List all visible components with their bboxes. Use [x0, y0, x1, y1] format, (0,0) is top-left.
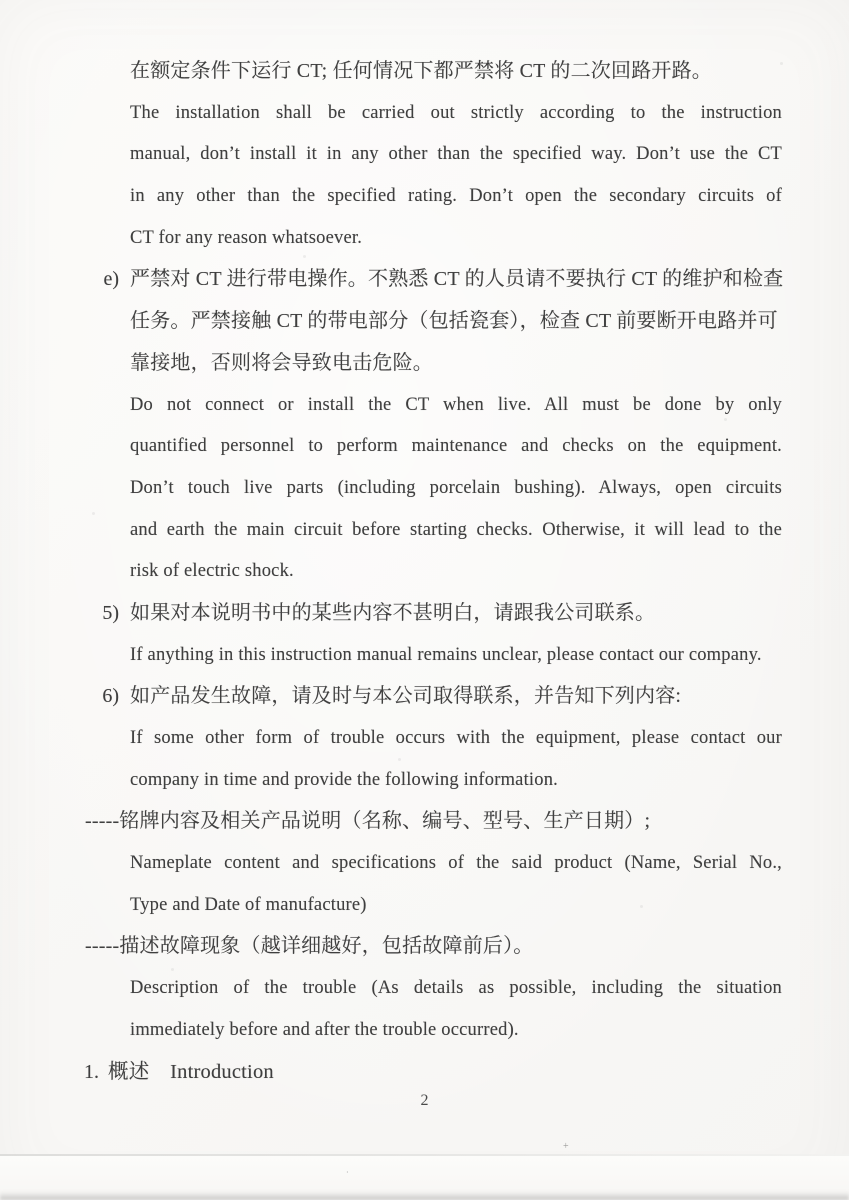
- block-lines: [130, 843, 782, 926]
- block-lines: [130, 635, 782, 677]
- scan-speck: ·: [346, 1168, 349, 1177]
- block-lines: [130, 593, 782, 635]
- list-label: 1.: [84, 1060, 99, 1083]
- paragraph: [130, 635, 782, 677]
- list-label: 6): [102, 685, 119, 708]
- paragraph: [130, 718, 782, 801]
- text-line: 严禁对 CT 进行带电操作。不熟悉 CT 的人员请不要执行 CT 的维护和检查: [130, 268, 784, 291]
- text-line: 如果对本说明书中的某些内容不甚明白，请跟我公司联系。: [130, 601, 656, 624]
- text-line: Type and Date of manufacture): [130, 894, 367, 915]
- block-lines: [130, 93, 782, 260]
- text-line: -----描述故障现象（越详细越好，包括故障前后）。: [85, 935, 534, 958]
- text-line: risk of electric shock.: [130, 561, 294, 582]
- paragraph: [103, 259, 784, 384]
- list-label: 5): [102, 601, 119, 624]
- block-lines: [130, 676, 782, 718]
- text-line: quantified personnel to perform maintenance and checks on the equipment.: [130, 436, 782, 457]
- block-lines: [130, 259, 782, 384]
- text-line: company in time and provide the following information.: [130, 769, 558, 790]
- block-lines: [108, 1052, 782, 1094]
- text-line: Do not connect or install the CT when live. All must be done by only: [130, 394, 782, 415]
- text-line: 在额定条件下运行 CT; 任何情况下都严禁将 CT 的二次回路开路。: [130, 60, 713, 82]
- text-line: manual, don’t install it in any other than the specified way. Don’t use the CT: [130, 144, 782, 165]
- paragraph: [85, 926, 782, 968]
- paragraph: [85, 801, 782, 843]
- text-line: and earth the main circuit before starting checks. Otherwise, it will lead to the: [130, 519, 782, 540]
- content: [84, 51, 784, 1093]
- block-lines: [85, 801, 782, 843]
- text-line: The installation shall be carried out strictly according to the instruction: [130, 102, 782, 123]
- text-line: If anything in this instruction manual remains unclear, please contact our company.: [130, 644, 762, 665]
- paragraph: [84, 1052, 782, 1094]
- scan-speck: +: [563, 1141, 569, 1152]
- text-line: Nameplate content and specifications of the said product (Name, Serial No.,: [130, 853, 782, 874]
- text-line: 如产品发生故障，请及时与本公司取得联系，并告知下列内容:: [130, 685, 682, 708]
- text-line: Don’t touch live parts (including porcelain bushing). Always, open circuits: [130, 477, 782, 498]
- page-number: 2: [420, 1092, 429, 1109]
- text-line: immediately before and after the trouble occurred).: [130, 1019, 519, 1040]
- paragraph: [102, 593, 782, 635]
- text-line: CT for any reason whatsoever.: [130, 227, 363, 248]
- paragraph: [130, 968, 782, 1051]
- paragraph: [130, 843, 782, 926]
- paragraph: [130, 385, 782, 593]
- block-lines: [130, 385, 782, 593]
- text-line: 概述 Introduction: [108, 1060, 274, 1083]
- text-line: If some other form of trouble occurs with the equipment, please contact our: [130, 728, 782, 748]
- scan-bottom-shadow: [0, 1191, 849, 1200]
- paragraph: [130, 93, 782, 260]
- paragraph: [130, 51, 782, 93]
- block-lines: [130, 968, 782, 1051]
- text-line: Description of the trouble (As details as possible, including the situation: [130, 978, 782, 999]
- block-lines: [85, 926, 782, 968]
- paragraph: [102, 676, 782, 718]
- text-line: in any other than the specified rating. Don’t open the secondary circuits of: [130, 186, 782, 207]
- text-line: 任务。严禁接触 CT 的带电部分（包括瓷套），检查 CT 前要断开电路并可: [130, 310, 778, 333]
- block-lines: [130, 718, 782, 801]
- list-label: e): [103, 268, 119, 291]
- text-line: -----铭牌内容及相关产品说明（名称、编号、型号、生产日期）;: [85, 810, 651, 833]
- block-lines: [130, 51, 782, 93]
- text-line: 靠接地，否则将会导致电击危险。: [130, 351, 433, 374]
